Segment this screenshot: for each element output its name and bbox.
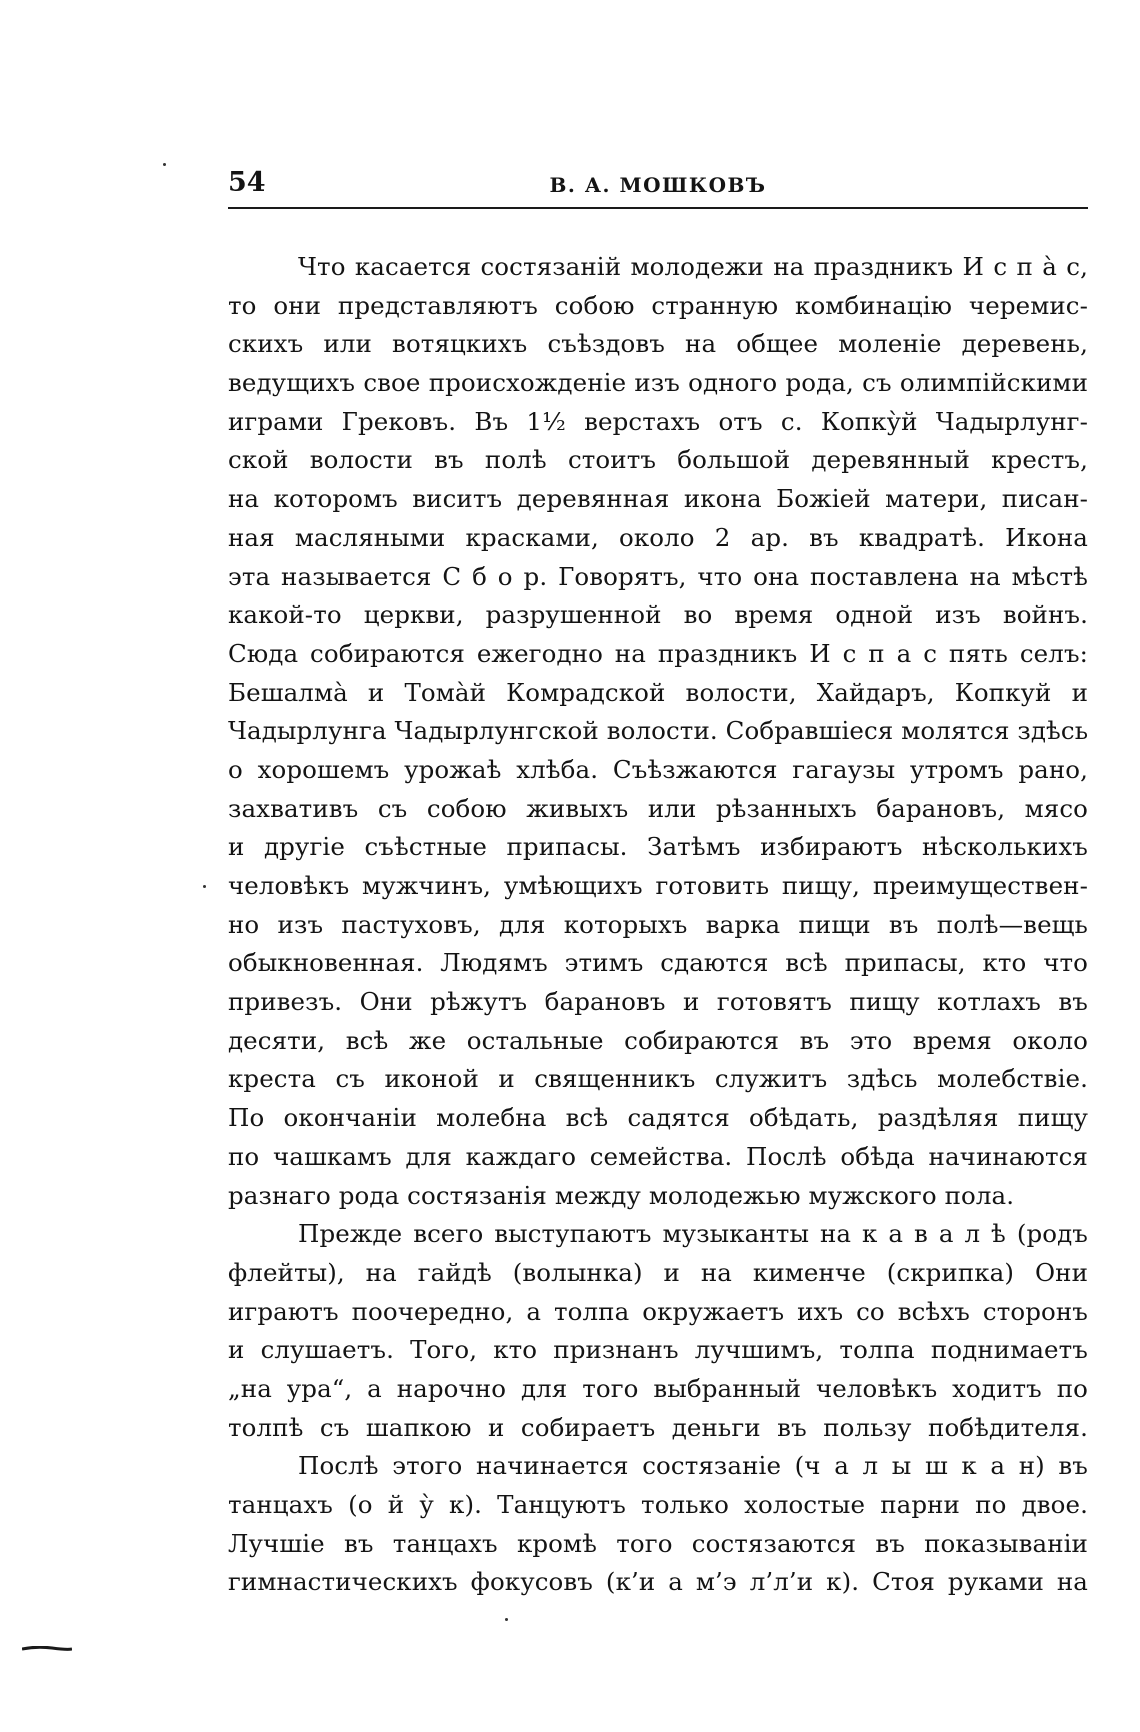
text-line: Послѣ этого начинается состязаніе (ч а л ы ш к а н) въ [298, 1451, 1088, 1481]
text-line: ведущихъ свое происхожденіе изъ одного рода, съ олимпійскими [228, 368, 1088, 398]
text-line: По окончаніи молебна всѣ садятся обѣдать, раздѣляя пищу [228, 1103, 1088, 1133]
text-line: флейты), на гайдѣ (волынка) и на кименче (скрипка) Они [228, 1257, 1088, 1287]
running-title: В. А. МОШКОВЪ [549, 173, 767, 197]
text-line: и другіе съѣстные припасы. Затѣмъ избираютъ нѣсколькихъ [228, 832, 1088, 862]
text-line: Прежде всего выступаютъ музыканты на к а в а л ѣ (родъ [298, 1219, 1088, 1249]
text-line: ная масляными красками, около 2 ар. въ квадратѣ. Икона [228, 522, 1088, 552]
text-line: „на ура“, а нарочно для того выбранный человѣкъ ходитъ по [228, 1373, 1088, 1403]
text-line: по чашкамъ для каждаго семейства. Послѣ обѣда начинаются [228, 1141, 1088, 1171]
text-line: о хорошемъ урожаѣ хлѣба. Съѣзжаются гагаузы утромъ рано, [228, 754, 1088, 784]
text-line: разнаго рода состязанія между молодежью мужского пола. [228, 1180, 1015, 1210]
text-line: привезъ. Они рѣжутъ барановъ и готовятъ пищу котлахъ въ [228, 987, 1088, 1017]
margin-mark [22, 1646, 72, 1651]
text-line: то они представляютъ собою странную комбинацію черемис- [228, 290, 1088, 320]
body-text [228, 248, 1088, 1602]
text-line: эта называется С б о р. Говорятъ, что она поставлена на мѣстѣ [228, 561, 1088, 591]
text-line: человѣкъ мужчинъ, умѣющихъ готовить пищу, преимуществен- [228, 871, 1088, 900]
text-line: десяти, всѣ же остальные собираются въ это время около [228, 1025, 1088, 1055]
text-line: на которомъ виситъ деревянная икона Божіей матери, писан- [228, 484, 1088, 514]
text-line: скихъ или вотяцкихъ съѣздовъ на общее моленіе деревень, [228, 329, 1088, 359]
text-line: Чадырлунга Чадырлунгской волости. Собравшіеся молятся здѣсь [228, 716, 1089, 746]
text-line: и слушаетъ. Того, кто признанъ лучшимъ, толпа поднимаетъ [228, 1335, 1088, 1365]
text-line: какой-то церкви, разрушенной во время одной изъ войнъ. [228, 600, 1088, 630]
text-line: креста съ иконой и священникъ служитъ здѣсь молебствіе. [228, 1064, 1088, 1094]
text-line: танцахъ (о й у̀ к). Танцуютъ только холостые парни по двое. [228, 1490, 1088, 1519]
text-line: обыкновенная. Людямъ этимъ сдаются всѣ припасы, кто что [228, 948, 1088, 978]
text-line: Лучшіе въ танцахъ кромѣ того состязаются въ показываніи [228, 1528, 1088, 1558]
text-line: толпѣ съ шапкою и собираетъ деньги въ пользу побѣдителя. [228, 1412, 1088, 1442]
text-line: играютъ поочередно, а толпа окружаетъ ихъ со всѣхъ сторонъ [228, 1296, 1088, 1326]
text-line: но изъ пастуховъ, для которыхъ варка пищи въ полѣ—вещь [228, 909, 1088, 939]
text-line: играми Грековъ. Въ 1½ верстахъ отъ с. Копку̀й Чадырлунг- [228, 406, 1088, 436]
header-rule [228, 207, 1088, 209]
scan-speck [163, 163, 166, 166]
scan-speck [505, 1618, 508, 1621]
text-line: гимнастическихъ фокусовъ (к’и а м’э л’л’и к). Стоя руками на [228, 1567, 1088, 1597]
text-line: Бешалма̀ и Тома̀й Комрадской волости, Хайдаръ, Копкуй и [228, 677, 1088, 707]
text-line: Что касается состязаній молодежи на праздникъ И с п а̀ с, [298, 252, 1088, 281]
scan-speck [203, 885, 206, 888]
text-line: Сюда собираются ежегодно на праздникъ И с п а с пять селъ: [228, 638, 1088, 668]
text-line: ской волости въ полѣ стоитъ большой деревянный крестъ, [228, 445, 1088, 475]
text-line: захвативъ съ собою живыхъ или рѣзанныхъ барановъ, мясо [228, 793, 1088, 823]
page-number: 54 [228, 167, 266, 198]
running-head [228, 168, 1088, 208]
